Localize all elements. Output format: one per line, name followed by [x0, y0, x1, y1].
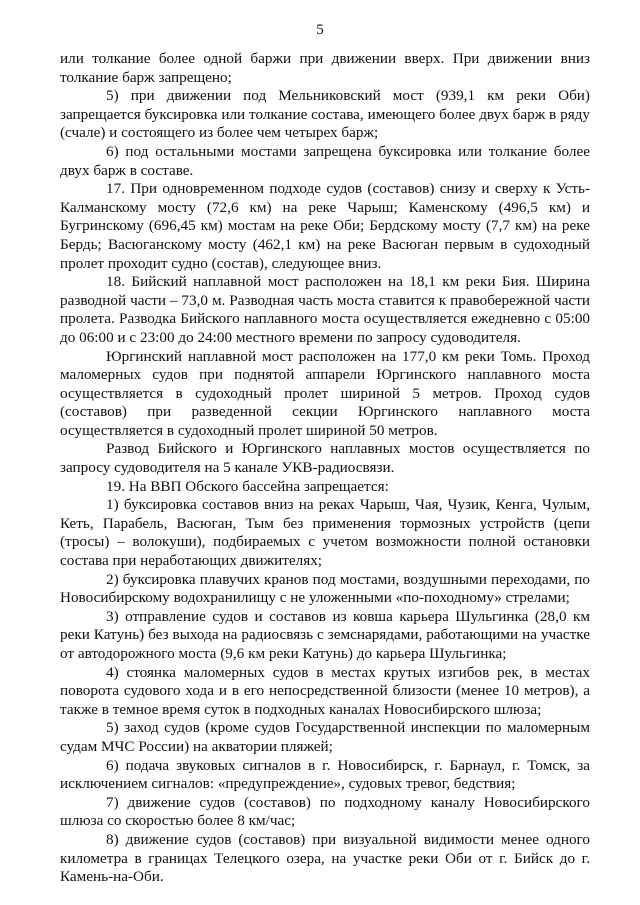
paragraph-19-item-2: 2) буксировка плавучих кранов под мостами, воздушными переходами, по Новосибирскому водохранилищу с не уложенными «по-походному» стрелами;: [60, 570, 590, 607]
paragraph-19-item-5: 5) заход судов (кроме судов Государственной инспекции по маломерным судам МЧС России) на акватории пляжей;: [60, 719, 590, 755]
paragraph-continuation: или толкание более одной баржи при движении вверх. При движении вниз толкание барж запрещено;: [60, 50, 590, 86]
paragraph-19-item-4: 4) стоянка маломерных судов в местах крутых изгибов рек, в местах поворота судового хода и в его непосредственной близости (менее 10 метров), а также в темное время суток в подходных каналах Новосибирского шлюза;: [60, 663, 590, 718]
paragraph-item-5: 5) при движении под Мельниковский мост (939,1 км реки Оби) запрещается буксировка или толкание состава, имеющего более двух барж в ряду (счале) и состоящего из более чем четырех барж;: [60, 87, 590, 142]
paragraph-19-item-6: 6) подача звуковых сигналов в г. Новосибирск, г. Барнаул, г. Томск, за исключением сигналов: «предупреждение», судовых тревог, бедствия;: [60, 756, 590, 793]
paragraph-item-6: 6) под остальными мостами запрещена буксировка или толкание более двух барж в составе.: [60, 142, 590, 179]
paragraph-section-19: 19. На ВВП Обского бассейна запрещается:: [106, 477, 389, 495]
paragraph-section-17: 17. При одновременном подходе судов (составов) снизу и сверху к Усть-Калманскому мосту (72,6 км) на реке Чарыш; Каменскому (496,5 км) и Бугринскому (696,45 км) мостам на реке Оби; Бердскому мосту (7,7 км) на реке Бердь; Васюганскому мосту (462,1 км) на реке Васюган первым в судоходный пролет проходит судно (состав), следующее вниз.: [60, 180, 590, 272]
page-number: 5: [316, 22, 324, 38]
paragraph-bridge-opening: Развод Бийского и Юргинского наплавных мостов осуществляется по запросу судоводителя на 5 канале УКВ-радиосвязи.: [60, 440, 590, 477]
paragraph-19-item-1: 1) буксировка составов вниз на реках Чарыш, Чая, Чузик, Кенга, Чулым, Кеть, Парабель, Васюган, Тым без применения тормозных устройств (цепи (тросы) – волокуши), подбираемых с учетом возможности полной остановки состава при неработающих движителях;: [60, 496, 590, 570]
paragraph-19-item-8: 8) движение судов (составов) при визуальной видимости менее одного километра в границах Телецкого озера, на участке реки Оби от г. Бийск до г. Камень-на-Оби.: [60, 830, 590, 886]
paragraph-section-18: 18. Бийский наплавной мост расположен на 18,1 км реки Бия. Ширина разводной части – 73,0 м. Разводная часть моста ставится к правобережной части пролета. Разводка Бийского наплавного моста осуществляется ежедневно с 05:00 до 06:00 и с 23:00 до 24:00 местного времени по запросу судоводителя.: [60, 273, 590, 346]
paragraph-19-item-3: 3) отправление судов и составов из ковша карьера Шульгинка (28,0 км реки Катунь) без выхода на радиосвязь с земснарядами, работающими на участке от автодорожного моста (9,6 км реки Катунь) до карьера Шульгинка;: [60, 607, 590, 662]
document-body: [60, 50, 590, 887]
paragraph-19-item-7: 7) движение судов (составов) по подходному каналу Новосибирского шлюза со скоростью более 8 км/час;: [60, 793, 590, 830]
paragraph-yurga-bridge: Юргинский наплавной мост расположен на 177,0 км реки Томь. Проход маломерных судов при поднятой аппарели Юргинского наплавного моста осуществляется в судоходный пролет шириной 5 метров. Проход судов (составов) при разведенной секции Юргинского наплавного моста осуществляется в судоходный пролет шириной 50 метров.: [60, 347, 590, 439]
